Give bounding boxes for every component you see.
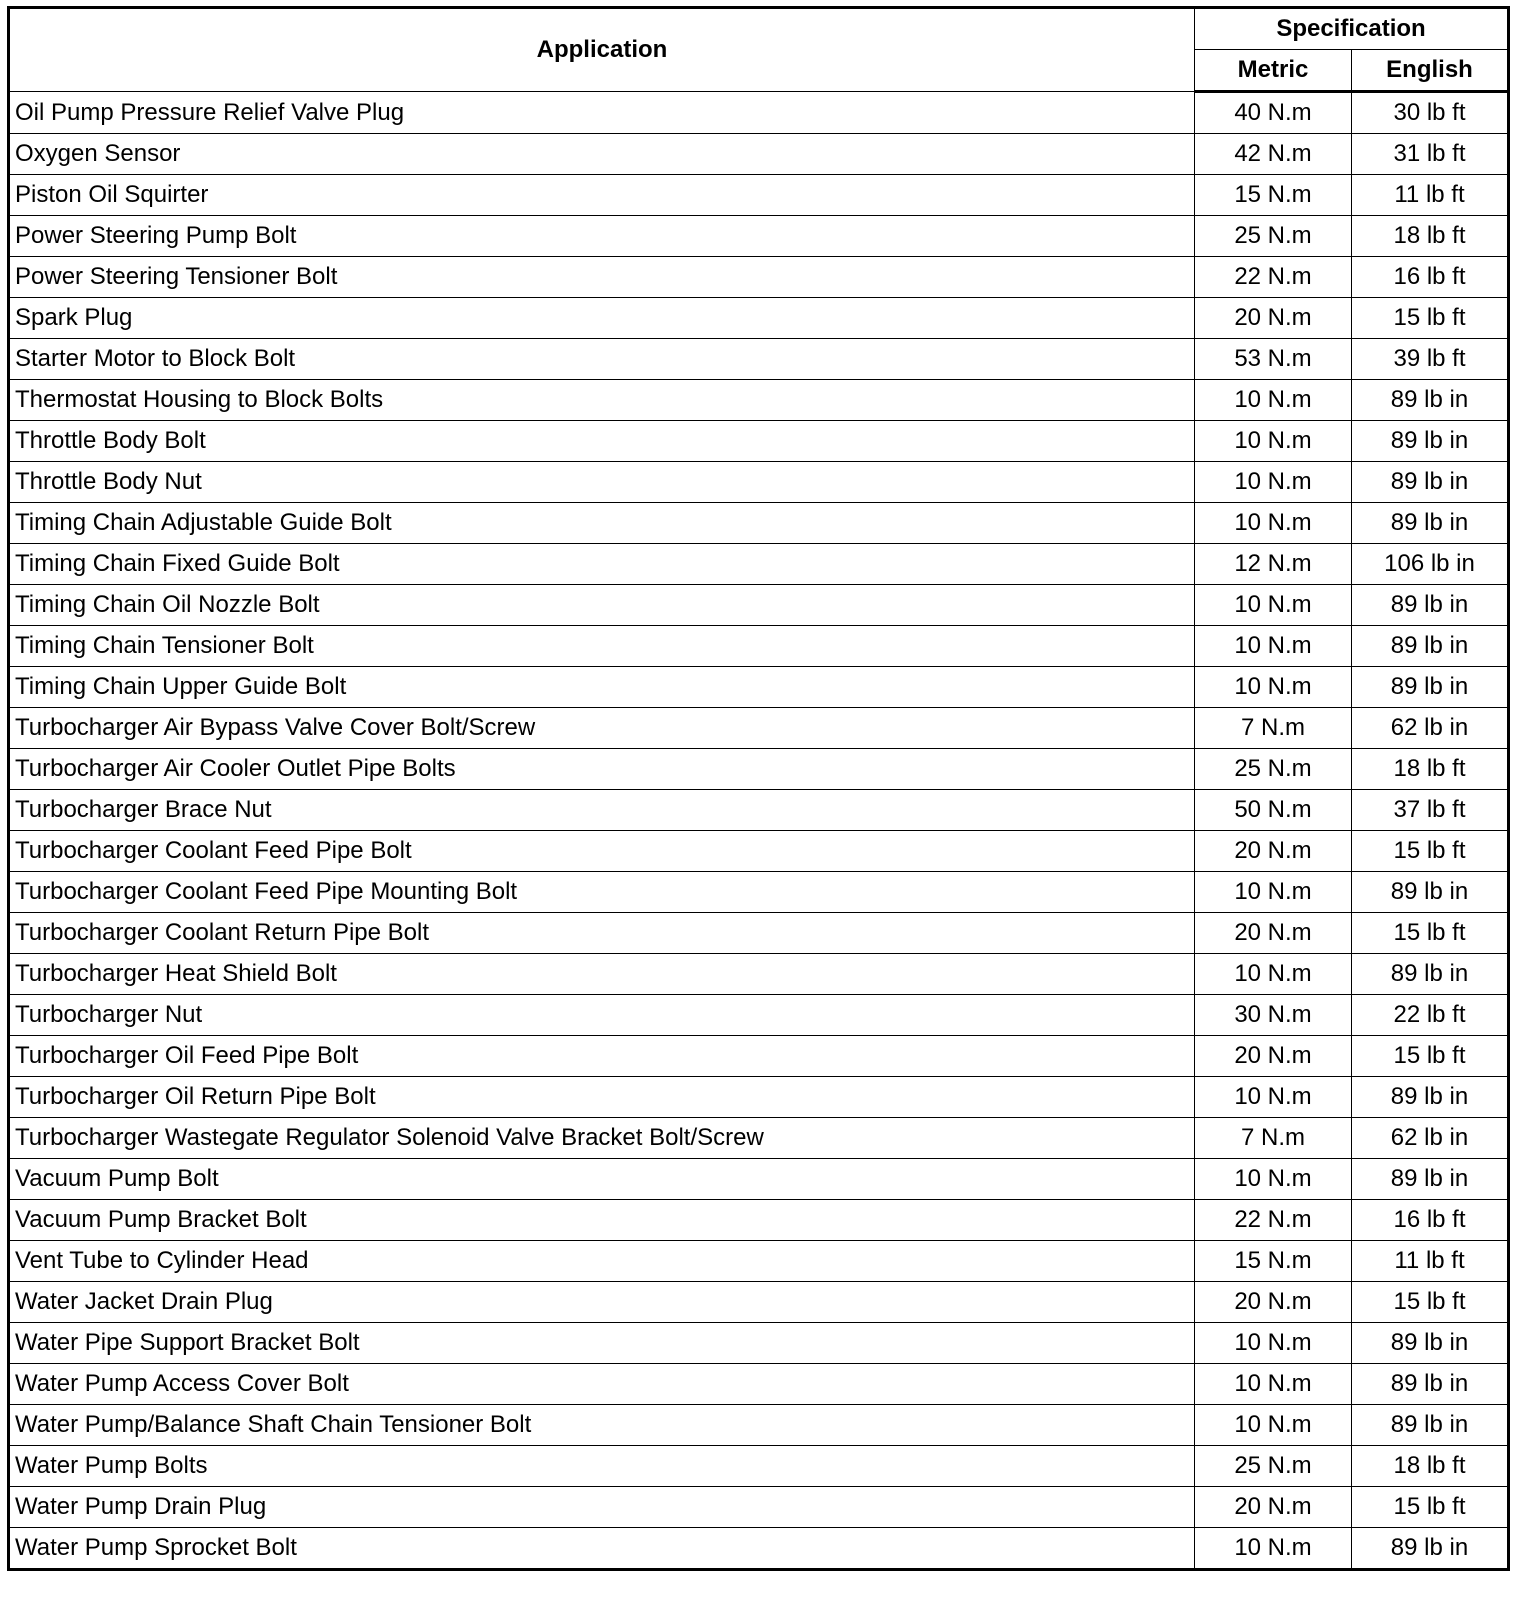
metric-cell: 20 N.m [1195, 1487, 1352, 1528]
english-cell: 15 lb ft [1352, 1036, 1509, 1077]
application-cell: Water Pump Sprocket Bolt [9, 1528, 1195, 1570]
metric-cell: 20 N.m [1195, 298, 1352, 339]
table-row [9, 995, 1509, 1036]
metric-cell: 22 N.m [1195, 1200, 1352, 1241]
table-row [9, 1036, 1509, 1077]
table-row [9, 749, 1509, 790]
application-cell: Turbocharger Coolant Return Pipe Bolt [9, 913, 1195, 954]
metric-cell: 10 N.m [1195, 872, 1352, 913]
metric-cell: 10 N.m [1195, 1323, 1352, 1364]
application-cell: Timing Chain Fixed Guide Bolt [9, 544, 1195, 585]
table-row [9, 462, 1509, 503]
metric-cell: 25 N.m [1195, 216, 1352, 257]
application-cell: Water Pipe Support Bracket Bolt [9, 1323, 1195, 1364]
application-cell: Timing Chain Tensioner Bolt [9, 626, 1195, 667]
table-row [9, 1405, 1509, 1446]
table-row [9, 134, 1509, 175]
metric-cell: 12 N.m [1195, 544, 1352, 585]
english-cell: 11 lb ft [1352, 175, 1509, 216]
metric-cell: 20 N.m [1195, 1036, 1352, 1077]
metric-cell: 20 N.m [1195, 831, 1352, 872]
application-cell: Water Jacket Drain Plug [9, 1282, 1195, 1323]
english-cell: 89 lb in [1352, 462, 1509, 503]
application-cell: Water Pump/Balance Shaft Chain Tensioner Bolt [9, 1405, 1195, 1446]
application-cell: Timing Chain Upper Guide Bolt [9, 667, 1195, 708]
english-cell: 15 lb ft [1352, 913, 1509, 954]
english-cell: 39 lb ft [1352, 339, 1509, 380]
table-row [9, 1528, 1509, 1570]
table-row [9, 175, 1509, 216]
application-cell: Throttle Body Bolt [9, 421, 1195, 462]
english-cell: 15 lb ft [1352, 298, 1509, 339]
english-cell: 22 lb ft [1352, 995, 1509, 1036]
application-cell: Starter Motor to Block Bolt [9, 339, 1195, 380]
table-row [9, 421, 1509, 462]
metric-cell: 10 N.m [1195, 1077, 1352, 1118]
metric-cell: 10 N.m [1195, 421, 1352, 462]
application-cell: Vacuum Pump Bracket Bolt [9, 1200, 1195, 1241]
english-cell: 89 lb in [1352, 1364, 1509, 1405]
application-cell: Turbocharger Air Bypass Valve Cover Bolt/Screw [9, 708, 1195, 749]
english-cell: 89 lb in [1352, 1159, 1509, 1200]
header-metric: Metric [1195, 50, 1352, 92]
torque-spec-table [7, 6, 1510, 1571]
metric-cell: 10 N.m [1195, 585, 1352, 626]
application-cell: Throttle Body Nut [9, 462, 1195, 503]
metric-cell: 10 N.m [1195, 1528, 1352, 1570]
application-cell: Thermostat Housing to Block Bolts [9, 380, 1195, 421]
metric-cell: 10 N.m [1195, 626, 1352, 667]
metric-cell: 10 N.m [1195, 1364, 1352, 1405]
table-row [9, 872, 1509, 913]
application-cell: Oxygen Sensor [9, 134, 1195, 175]
english-cell: 89 lb in [1352, 626, 1509, 667]
application-cell: Vent Tube to Cylinder Head [9, 1241, 1195, 1282]
metric-cell: 10 N.m [1195, 954, 1352, 995]
table-row [9, 503, 1509, 544]
english-cell: 89 lb in [1352, 585, 1509, 626]
table-row [9, 1282, 1509, 1323]
metric-cell: 7 N.m [1195, 1118, 1352, 1159]
application-cell: Turbocharger Heat Shield Bolt [9, 954, 1195, 995]
english-cell: 30 lb ft [1352, 92, 1509, 134]
application-cell: Spark Plug [9, 298, 1195, 339]
header-specification: Specification [1195, 8, 1509, 50]
metric-cell: 10 N.m [1195, 462, 1352, 503]
table-row [9, 954, 1509, 995]
metric-cell: 25 N.m [1195, 1446, 1352, 1487]
application-cell: Vacuum Pump Bolt [9, 1159, 1195, 1200]
english-cell: 89 lb in [1352, 1405, 1509, 1446]
table-row [9, 1159, 1509, 1200]
table-row [9, 380, 1509, 421]
english-cell: 89 lb in [1352, 380, 1509, 421]
application-cell: Turbocharger Nut [9, 995, 1195, 1036]
metric-cell: 30 N.m [1195, 995, 1352, 1036]
application-cell: Turbocharger Oil Return Pipe Bolt [9, 1077, 1195, 1118]
application-cell: Oil Pump Pressure Relief Valve Plug [9, 92, 1195, 134]
table-row [9, 1200, 1509, 1241]
english-cell: 18 lb ft [1352, 1446, 1509, 1487]
application-cell: Turbocharger Wastegate Regulator Solenoid Valve Bracket Bolt/Screw [9, 1118, 1195, 1159]
metric-cell: 15 N.m [1195, 175, 1352, 216]
header-english: English [1352, 50, 1509, 92]
english-cell: 89 lb in [1352, 503, 1509, 544]
english-cell: 16 lb ft [1352, 1200, 1509, 1241]
table-row [9, 1364, 1509, 1405]
table-row [9, 708, 1509, 749]
metric-cell: 10 N.m [1195, 667, 1352, 708]
table-row [9, 667, 1509, 708]
table-row [9, 216, 1509, 257]
metric-cell: 15 N.m [1195, 1241, 1352, 1282]
application-cell: Water Pump Bolts [9, 1446, 1195, 1487]
english-cell: 106 lb in [1352, 544, 1509, 585]
english-cell: 15 lb ft [1352, 1282, 1509, 1323]
application-cell: Turbocharger Coolant Feed Pipe Bolt [9, 831, 1195, 872]
table-row [9, 626, 1509, 667]
table-row [9, 585, 1509, 626]
table-row [9, 831, 1509, 872]
english-cell: 62 lb in [1352, 1118, 1509, 1159]
english-cell: 15 lb ft [1352, 1487, 1509, 1528]
table-row [9, 1241, 1509, 1282]
metric-cell: 7 N.m [1195, 708, 1352, 749]
table-row [9, 298, 1509, 339]
metric-cell: 10 N.m [1195, 1405, 1352, 1446]
application-cell: Power Steering Tensioner Bolt [9, 257, 1195, 298]
metric-cell: 53 N.m [1195, 339, 1352, 380]
application-cell: Piston Oil Squirter [9, 175, 1195, 216]
english-cell: 89 lb in [1352, 954, 1509, 995]
application-cell: Turbocharger Oil Feed Pipe Bolt [9, 1036, 1195, 1077]
table-row [9, 790, 1509, 831]
english-cell: 62 lb in [1352, 708, 1509, 749]
english-cell: 11 lb ft [1352, 1241, 1509, 1282]
application-cell: Turbocharger Coolant Feed Pipe Mounting Bolt [9, 872, 1195, 913]
english-cell: 18 lb ft [1352, 216, 1509, 257]
application-cell: Timing Chain Oil Nozzle Bolt [9, 585, 1195, 626]
table-row [9, 1118, 1509, 1159]
english-cell: 89 lb in [1352, 1077, 1509, 1118]
table-header [9, 8, 1509, 92]
application-cell: Timing Chain Adjustable Guide Bolt [9, 503, 1195, 544]
english-cell: 18 lb ft [1352, 749, 1509, 790]
table-row [9, 1323, 1509, 1364]
metric-cell: 20 N.m [1195, 1282, 1352, 1323]
english-cell: 89 lb in [1352, 421, 1509, 462]
header-application: Application [9, 8, 1195, 92]
application-cell: Turbocharger Air Cooler Outlet Pipe Bolts [9, 749, 1195, 790]
application-cell: Power Steering Pump Bolt [9, 216, 1195, 257]
table-row [9, 339, 1509, 380]
table-row [9, 92, 1509, 134]
application-cell: Water Pump Drain Plug [9, 1487, 1195, 1528]
metric-cell: 40 N.m [1195, 92, 1352, 134]
table-row [9, 1446, 1509, 1487]
application-cell: Turbocharger Brace Nut [9, 790, 1195, 831]
metric-cell: 10 N.m [1195, 1159, 1352, 1200]
metric-cell: 25 N.m [1195, 749, 1352, 790]
english-cell: 16 lb ft [1352, 257, 1509, 298]
english-cell: 89 lb in [1352, 1528, 1509, 1570]
metric-cell: 22 N.m [1195, 257, 1352, 298]
table-row [9, 1077, 1509, 1118]
table-row [9, 544, 1509, 585]
metric-cell: 10 N.m [1195, 503, 1352, 544]
english-cell: 15 lb ft [1352, 831, 1509, 872]
metric-cell: 20 N.m [1195, 913, 1352, 954]
english-cell: 89 lb in [1352, 667, 1509, 708]
application-cell: Water Pump Access Cover Bolt [9, 1364, 1195, 1405]
metric-cell: 42 N.m [1195, 134, 1352, 175]
english-cell: 89 lb in [1352, 872, 1509, 913]
table-body [9, 92, 1509, 1570]
table-row [9, 1487, 1509, 1528]
metric-cell: 50 N.m [1195, 790, 1352, 831]
english-cell: 89 lb in [1352, 1323, 1509, 1364]
english-cell: 31 lb ft [1352, 134, 1509, 175]
table-row [9, 257, 1509, 298]
english-cell: 37 lb ft [1352, 790, 1509, 831]
metric-cell: 10 N.m [1195, 380, 1352, 421]
table-row [9, 913, 1509, 954]
